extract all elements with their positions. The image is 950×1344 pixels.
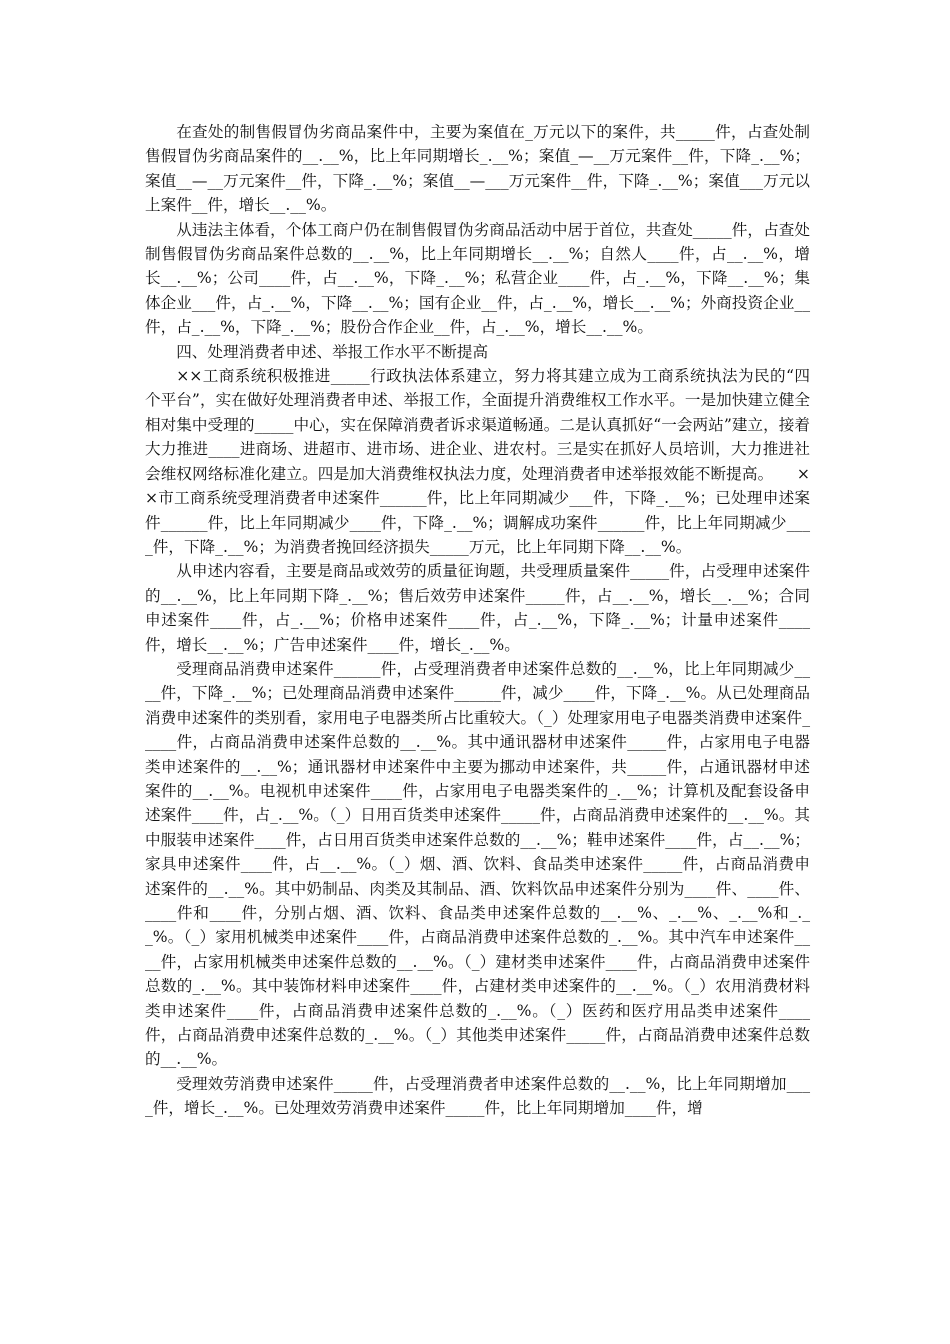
paragraph-goods-complaints: 受理商品消费申述案件______件，占受理消费者申述案件总数的__.__%，比上年同期减少____件，下降_.__%；已处理商品消费申述案件______件，减少____件，下降_.__%。从已处理商品消费申述案件的类别看，家用电子电器类所占比重较大。（_）处理家用电子电器类消费申述案件_____件，占商品消费申述案件总数的__.__%。其中通讯器材申述案件_____件，占家用电子电器类申述案件的__.__%；通讯器材申述案件中主要为挪动申述案件，共_____件，占通讯器材申述案件的__.__%。电视机申述案件____件，占家用电子电器类案件的_.__%；计算机及配套设备申述案件____件，占_.__%。（_）日用百货类申述案件_____件，占商品消费申述案件的__.__%。其中服装申述案件____件，占日用百货类申述案件总数的__.__%；鞋申述案件____件，占__.__%；家具申述案件____件，占__.__%。（_）烟、酒、饮料、食品类申述案件_____件，占商品消费申述案件的__.__%。其中奶制品、肉类及其制品、酒、饮料饮品申述案件分别为____件、____件、____件和____件，分别占烟、酒、饮料、食品类申述案件总数的__.__%、_.__%、_.__%和_.__%。（_）家用机械类申述案件____件，占商品消费申述案件总数的_.__%。其中汽车申述案件____件，占家用机械类申述案件总数的__.__%。（_）建材类申述案件____件，占商品消费申述案件总数的_.__%。其中装饰材料申述案件____件，占建材类申述案件的__.__%。（_）农用消费材料类申述案件____件，占商品消费申述案件总数的_.__%。（_）医药和医疗用品类申述案件____件，占商品消费申述案件总数的_.__%。（_）其他类申述案件_____件，占商品消费申述案件总数的__.__%。: [145, 659, 810, 1069]
section-heading-complaints: 四、处理消费者申述、举报工作水平不断提高: [176, 342, 489, 361]
paragraph-complaint-system: ××工商系统积极推进_____行政执法体系建立，努力将其建立成为工商系统执法为民的“四个平台”，实在做好处理消费者申述、举报工作，全面提升消费维权工作水平。一是加快建立健全相对集中受理的_____中心，实在保障消费者诉求渠道畅通。二是认真抓好“一会两站”建立，接着大力推进____进商场、进超市、进市场、进企业、进农村。三是实在抓好人员培训，大力推进社会维权网络标准化建立。四是加大消费维权执法力度，处理消费者申述举报效能不断提高。 ××市工商系统受理消费者申述案件______件，比上年同期减少___件，下降_.__%；已处理申述案件______件，比上年同期减少____件，下降_.__%；调解成功案件______件，比上年同期减少____件，下降_.__%；为消费者挽回经济损失_____万元，比上年同期下降__.__%。: [145, 367, 810, 556]
paragraph-offender-types: 从违法主体看，个体工商户仍在制售假冒伪劣商品活动中居于首位，共查处_____件，占查处制售假冒伪劣商品案件总数的__.__%，比上年同期增长__.__%；自然人____件，占__.__%，增长__.__%；公司____件，占__.__%，下降_.__%；私营企业____件，占_.__%，下降__.__%；集体企业___件，占_.__%，下降__.__%；国有企业__件，占_.__%，增长__.__%；外商投资企业__件，占_.__%，下降_.__%；股份合作企业__件，占_.__%，增长__.__%。: [145, 220, 810, 337]
paragraph-complaint-content: 从申述内容看，主要是商品或效劳的质量征询题，共受理质量案件_____件，占受理申述案件的__.__%，比上年同期下降_.__%；售后效劳申述案件_____件，占__.__%，增长__.__%；合同申述案件____件，占_.__%；价格申述案件____件，占_.__%，下降_.__%；计量申述案件____件，增长__.__%；广告申述案件____件，增长_.__%。: [145, 562, 810, 654]
document-body: [145, 120, 810, 1121]
paragraph-service-complaints: 受理效劳消费申述案件_____件，占受理消费者申述案件总数的__.__%，比上年同期增加____件，增长_.__%。已处理效劳消费申述案件_____件，比上年同期增加____件，增: [145, 1074, 810, 1118]
paragraph-counterfeit-case-value: 在查处的制售假冒伪劣商品案件中，主要为案值在_万元以下的案件，共_____件，占查处制售假冒伪劣商品案件的__.__%，比上年同期增长_.__%；案值_—__万元案件__件，下降_.__%；案值__—__万元案件__件，下降_.__%；案值__—___万元案件__件，下降_.__%；案值___万元以上案件__件，增长__.__%。: [145, 123, 810, 215]
